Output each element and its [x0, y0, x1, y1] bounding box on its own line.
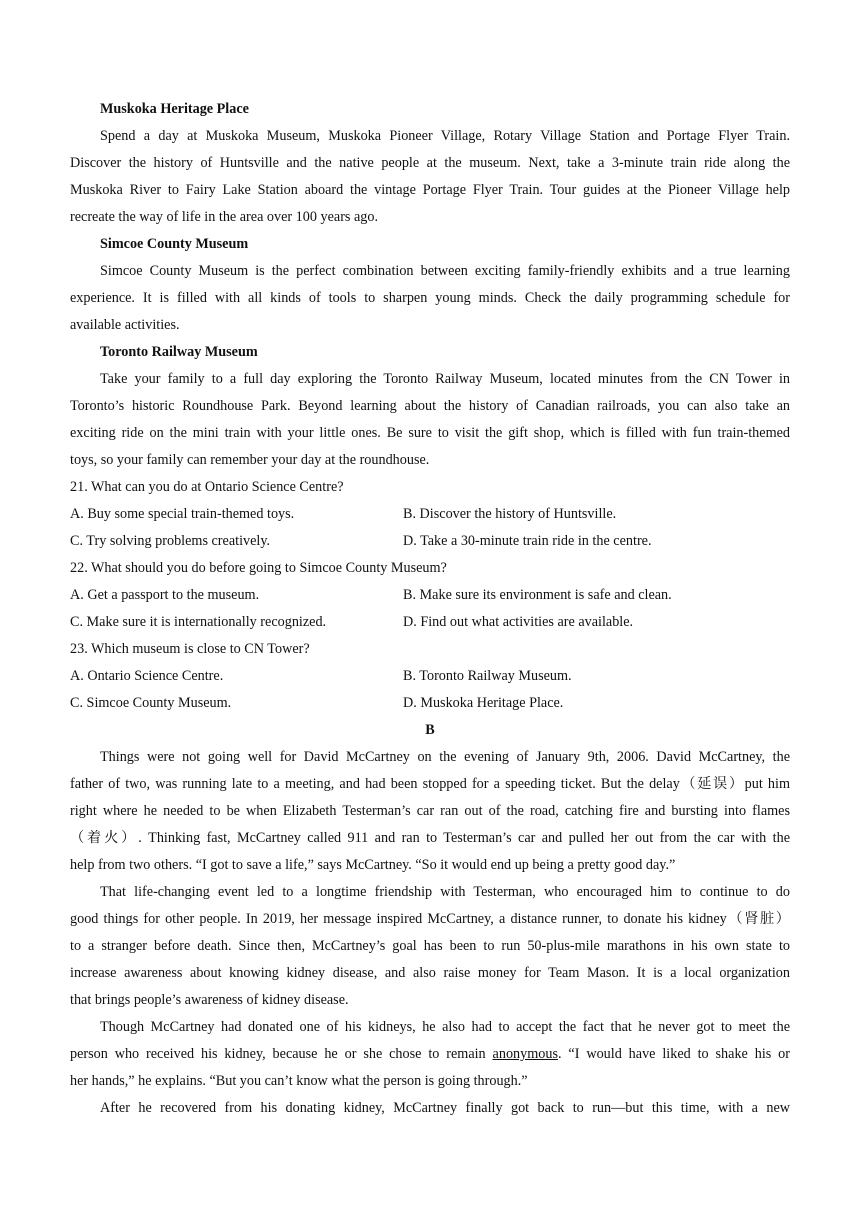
question-22-options-row-1	[70, 582, 790, 609]
muskoka-line-4: recreate the way of life in the area over 100 years ago.	[70, 209, 379, 225]
question-23-options-row-2	[70, 690, 790, 717]
passage-b-p2-line-2: good things for other people. In 2019, her message inspired McCartney, a distance runner, to donate his kidney（肾脏）	[70, 911, 790, 927]
question-22-option-a: A. Get a passport to the museum.	[70, 587, 260, 603]
question-23-stem: 23. Which museum is close to CN Tower?	[70, 641, 310, 657]
question-22-option-c: C. Make sure it is internationally recognized.	[70, 614, 327, 630]
question-21-options-row-2	[70, 528, 790, 555]
passage-b-p1-line-5: help from two others. “I got to save a life,” says McCartney. “So it would end up being a pretty good day.”	[70, 857, 676, 873]
document-page	[70, 96, 790, 1122]
simcoe-line-3: available activities.	[70, 317, 180, 333]
question-21-option-a: A. Buy some special train-themed toys.	[70, 506, 295, 522]
toronto-line-4: toys, so your family can remember your day at the roundhouse.	[70, 452, 430, 468]
passage-b-p4-line-1: After he recovered from his donating kidney, McCartney finally got back to run—but this time, with a new	[100, 1100, 790, 1116]
section-heading-muskoka: Muskoka Heritage Place	[100, 101, 249, 117]
passage-b-p2-line-3: to a stranger before death. Since then, McCartney’s goal has been to run 50-plus-mile marathons in his own state to	[70, 938, 790, 954]
question-22-option-b: B. Make sure its environment is safe and clean.	[403, 587, 672, 603]
passage-b-p1-line-1: Things were not going well for David McCartney on the evening of January 9th, 2006. David McCartney, the	[100, 749, 790, 765]
passage-b-p2-line-1: That life-changing event led to a longtime friendship with Testerman, who encouraged him to continue to do	[100, 884, 790, 900]
question-23-option-c: C. Simcoe County Museum.	[70, 695, 232, 711]
passage-b-p3-line-3: her hands,” he explains. “But you can’t know what the person is going through.”	[70, 1073, 528, 1089]
passage-b-p3-line-2-after: . “I would have liked to shake his or	[557, 1046, 791, 1062]
section-heading-simcoe: Simcoe County Museum	[100, 236, 249, 252]
question-23-option-d: D. Muskoka Heritage Place.	[403, 695, 564, 711]
muskoka-line-1: Spend a day at Muskoka Museum, Muskoka Pioneer Village, Rotary Village Station and Portage Flyer Train.	[100, 128, 790, 144]
muskoka-line-2: Discover the history of Huntsville and the native people at the museum. Next, take a 3-minute train ride along the	[70, 155, 790, 171]
question-21-option-b: B. Discover the history of Huntsville.	[403, 506, 617, 522]
question-22-stem: 22. What should you do before going to Simcoe County Museum?	[70, 560, 447, 576]
question-21-option-d: D. Take a 30-minute train ride in the centre.	[403, 533, 652, 549]
passage-b-p2-line-5: that brings people’s awareness of kidney disease.	[70, 992, 349, 1008]
muskoka-line-3: Muskoka River to Fairy Lake Station aboard the vintage Portage Flyer Train. Tour guides at the Pioneer Village help	[70, 182, 790, 198]
passage-b-p2-line-4: increase awareness about knowing kidney disease, and also raise money for Team Mason. It is a local organization	[70, 965, 790, 981]
question-21-option-c: C. Try solving problems creatively.	[70, 533, 271, 549]
question-21-stem: 21. What can you do at Ontario Science Centre?	[70, 479, 344, 495]
passage-b-p1-line-4: （着火）. Thinking fast, McCartney called 911 and ran to Testerman’s car and pulled her out from the car with the	[70, 830, 790, 846]
passage-b-label: B	[425, 722, 435, 738]
passage-b-p3-line-2	[70, 1041, 790, 1068]
simcoe-line-1: Simcoe County Museum is the perfect combination between exciting family-friendly exhibits and a true learning	[100, 263, 790, 279]
simcoe-line-2: experience. It is filled with all kinds of tools to sharpen young minds. Check the daily programming schedule for	[70, 290, 790, 306]
question-22-options-row-2	[70, 609, 790, 636]
passage-b-p3-line-2-before: person who received his kidney, because he or she chose to remain	[70, 1046, 493, 1062]
question-23-option-b: B. Toronto Railway Museum.	[403, 668, 572, 684]
question-22-option-d: D. Find out what activities are available.	[403, 614, 634, 630]
passage-b-p3-line-1: Though McCartney had donated one of his kidneys, he also had to accept the fact that he never got to meet the	[100, 1019, 790, 1035]
passage-b-p1-line-3: right where he needed to be when Elizabeth Testerman’s car ran out of the road, catching fire and bursting into flames	[70, 803, 790, 819]
section-heading-toronto: Toronto Railway Museum	[100, 344, 258, 360]
passage-b-p1-line-2: father of two, was running late to a meeting, and had been stopped for a speeding ticket. But the delay（延误）put him	[70, 776, 790, 792]
underlined-word-anonymous: anonymous	[492, 1046, 558, 1062]
question-23-option-a: A. Ontario Science Centre.	[70, 668, 224, 684]
toronto-line-2: Toronto’s historic Roundhouse Park. Beyond learning about the history of Canadian railroads, you can also take an	[70, 398, 790, 414]
toronto-line-3: exciting ride on the mini train with your little ones. Be sure to visit the gift shop, which is filled with fun train-themed	[70, 425, 790, 441]
question-21-options-row-1	[70, 501, 790, 528]
question-23-options-row-1	[70, 663, 790, 690]
toronto-line-1: Take your family to a full day exploring the Toronto Railway Museum, located minutes from the CN Tower in	[100, 371, 790, 387]
